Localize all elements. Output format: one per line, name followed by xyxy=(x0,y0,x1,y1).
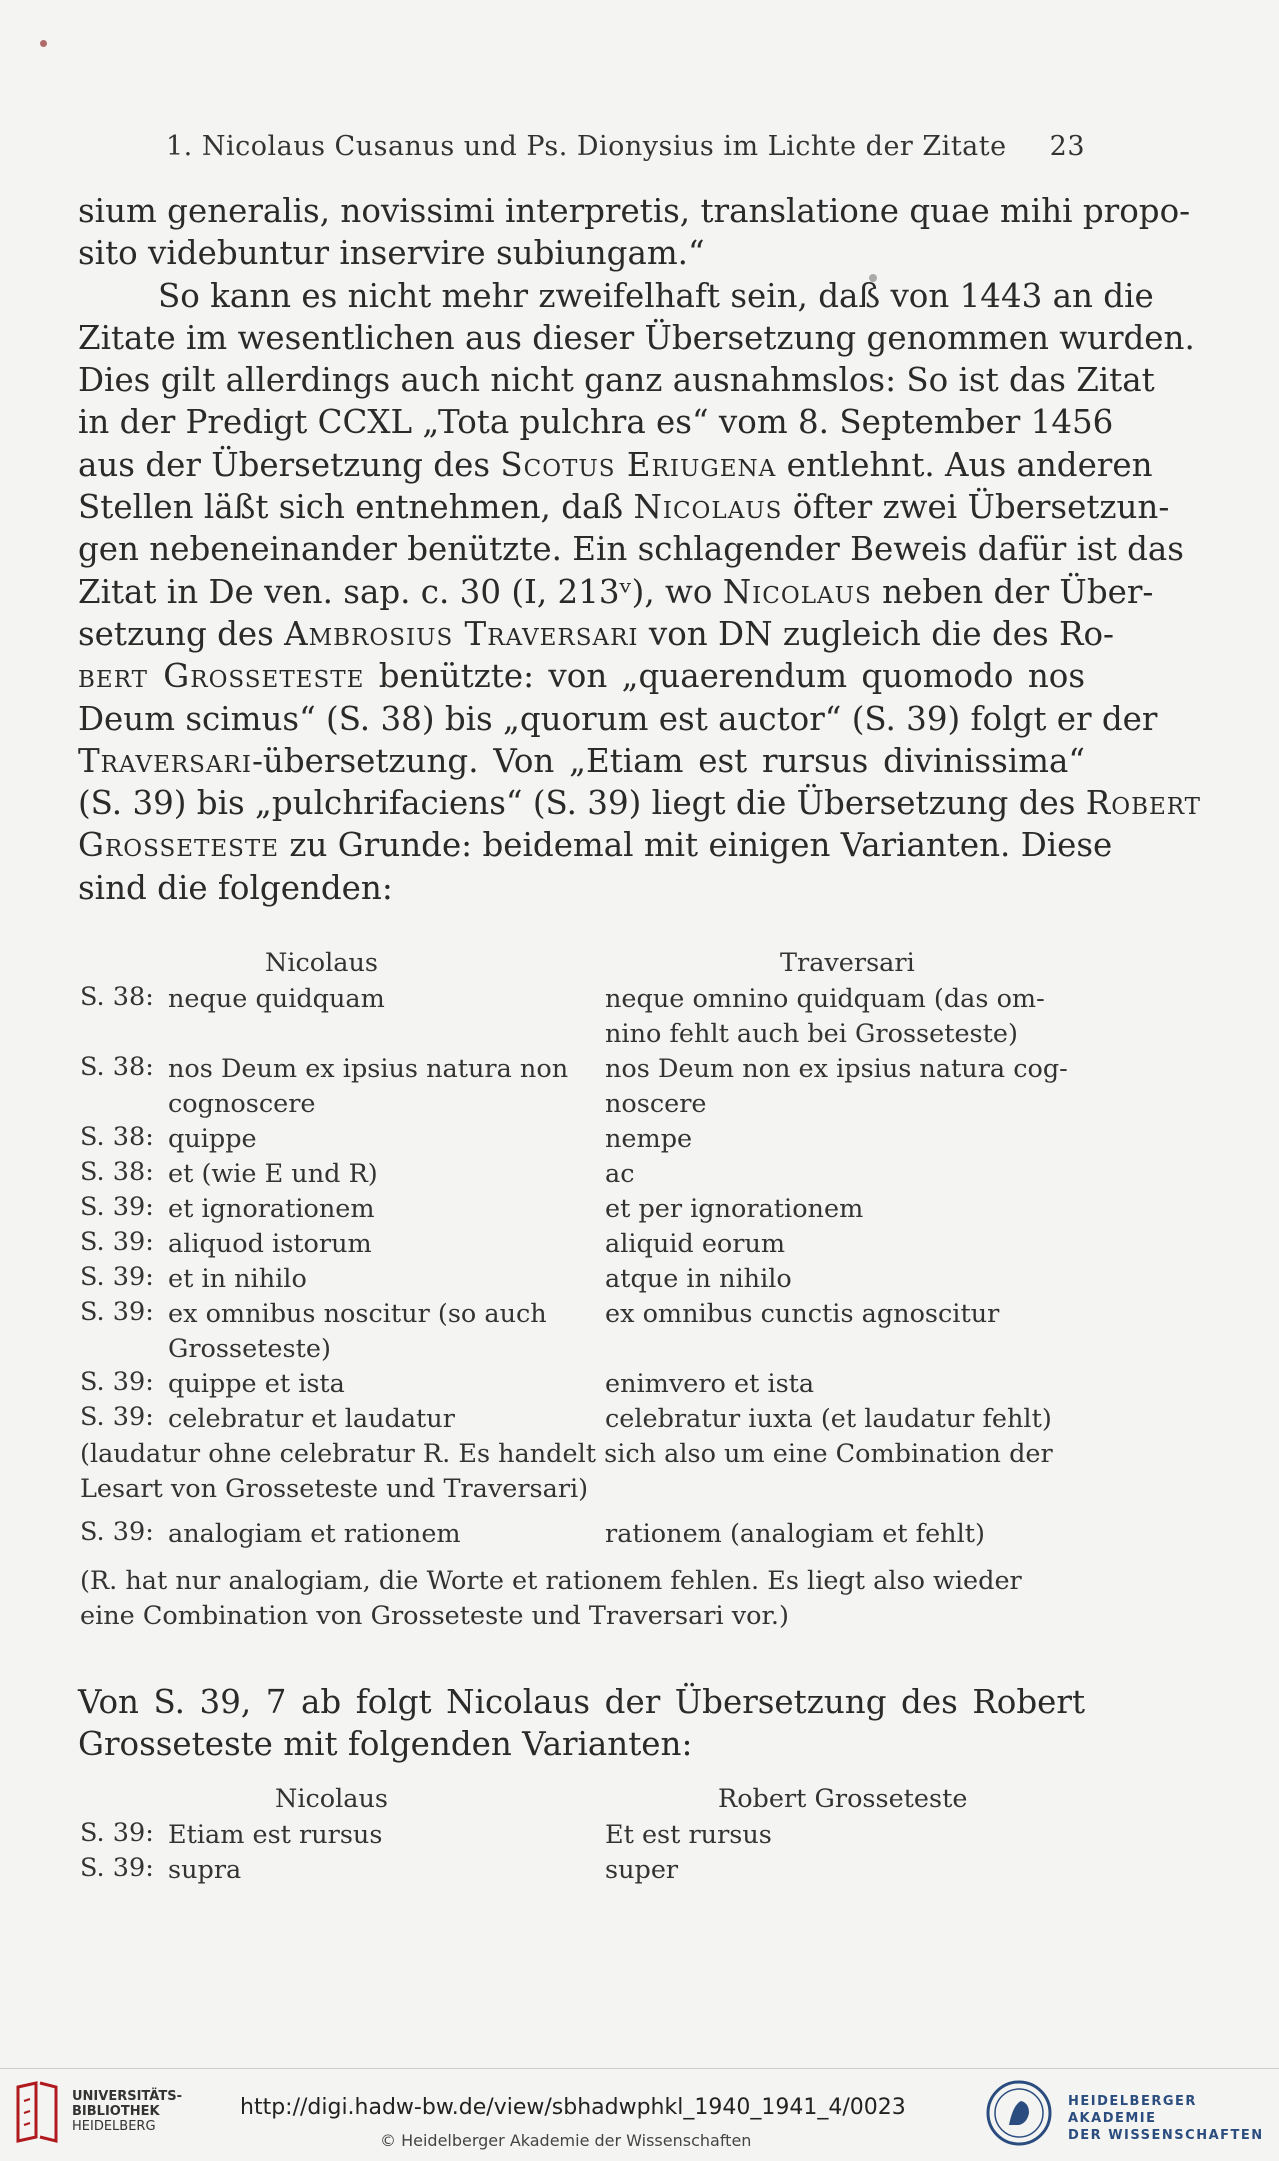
nicolaus-reading xyxy=(168,1402,588,1437)
nicolaus-reading xyxy=(168,1853,588,1888)
table-header xyxy=(80,1784,1090,1818)
variant-table-traversari xyxy=(80,948,1090,1644)
text-line: sium generalis, novissimi interpretis, translatione quae mihi propo- xyxy=(78,192,1191,230)
text-line: So kann es nicht mehr zweifelhaft sein, daß von 1443 an die xyxy=(158,276,1154,315)
text-fragment: zu Grunde: beidemal mit einigen Varianten. Diese xyxy=(279,826,1113,865)
text-fragment: benützte: von „quaerendum quomodo nos xyxy=(364,657,1086,696)
table-row xyxy=(80,1052,1090,1122)
table-row xyxy=(80,1157,1090,1192)
text-line: sind die folgenden: xyxy=(78,868,393,907)
table-row xyxy=(80,1227,1090,1262)
nicolaus-reading xyxy=(168,1367,588,1402)
text-fragment: neben der Über- xyxy=(871,572,1154,611)
author-name: Robert xyxy=(1085,784,1202,823)
cell-line: aliquid eorum xyxy=(605,1229,786,1259)
cell-line: aliquod istorum xyxy=(168,1229,372,1259)
table-row xyxy=(80,1818,1090,1853)
grosseteste-reading xyxy=(605,1853,1090,1888)
cell-line: rationem (analogiam et fehlt) xyxy=(605,1519,985,1549)
traversari-reading xyxy=(605,1262,1090,1297)
library-name: UNIVERSITÄTS- BIBLIOTHEK HEIDELBERG xyxy=(72,2089,182,2134)
cell-line: neque quidquam xyxy=(168,984,385,1014)
grosseteste-reading xyxy=(605,1818,1090,1853)
university-library-logo-icon xyxy=(14,2081,60,2143)
editorial-note xyxy=(80,1564,1090,1634)
cell-line: nos Deum ex ipsius natura non xyxy=(168,1054,569,1084)
text-line xyxy=(78,782,1202,824)
author-name: bert Grosseteste xyxy=(78,657,365,696)
traversari-reading xyxy=(605,1402,1090,1437)
cell-line: et (wie E und R) xyxy=(168,1159,378,1189)
cell-line: quippe et ista xyxy=(168,1369,345,1399)
author-name: Traversari xyxy=(78,741,252,780)
table-row xyxy=(80,1517,1090,1552)
table-row xyxy=(80,1122,1090,1157)
cell-line: ex omnibus noscitur (so auch xyxy=(168,1299,547,1329)
nicolaus-reading xyxy=(168,1297,588,1367)
table-row xyxy=(80,982,1090,1052)
body-paragraphs xyxy=(78,190,1202,909)
running-title: 1. Nicolaus Cusanus und Ps. Dionysius im Lichte der Zitate xyxy=(166,131,1007,162)
nicolaus-reading xyxy=(168,1262,588,1297)
table-row xyxy=(80,1402,1090,1437)
table-row xyxy=(80,1367,1090,1402)
text-line xyxy=(78,486,1170,528)
traversari-reading xyxy=(605,1157,1090,1192)
cell-line: nempe xyxy=(605,1124,693,1154)
page-reference: S. 38: xyxy=(80,1052,154,1082)
academy-name: HEIDELBERGER AKADEMIE DER WISSENSCHAFTEN xyxy=(1068,2094,1264,2143)
note-line: Lesart von Grosseteste und Traversari) xyxy=(80,1474,589,1504)
text-fragment: aus der Übersetzung des xyxy=(78,445,501,484)
text-line: Zitate im wesentlichen aus dieser Übersetzung genommen wurden. xyxy=(78,318,1195,357)
text-fragment: entlehnt. Aus anderen xyxy=(776,445,1153,484)
cell-line: nino fehlt auch bei Grosseteste) xyxy=(605,1019,1018,1049)
paragraph-grosseteste xyxy=(78,1681,1085,1766)
text-line xyxy=(78,655,1085,697)
column-header-nicolaus: Nicolaus xyxy=(275,1784,388,1814)
cell-line: ac xyxy=(605,1159,635,1189)
text-line xyxy=(78,824,1113,866)
page-reference: S. 39: xyxy=(80,1297,154,1327)
editorial-note xyxy=(80,1437,1090,1507)
text-line: Deum scimus“ (S. 38) bis „quorum est auctor“ (S. 39) folgt er der xyxy=(78,699,1158,738)
cell-line: cognoscere xyxy=(168,1089,316,1119)
table-row xyxy=(80,1853,1090,1888)
cell-line: neque omnino quidquam (das om- xyxy=(605,984,1045,1014)
author-name: Nicolaus xyxy=(722,572,872,611)
table-row xyxy=(80,1192,1090,1227)
page-reference: S. 38: xyxy=(80,982,154,1012)
digitization-footer xyxy=(0,2068,1279,2161)
traversari-reading xyxy=(605,1122,1090,1157)
cell-line: Grosseteste) xyxy=(168,1334,331,1364)
cell-line: enimvero et ista xyxy=(605,1369,815,1399)
page-reference: S. 39: xyxy=(80,1192,154,1222)
author-name: Nicolaus xyxy=(633,488,783,527)
traversari-reading xyxy=(605,1227,1090,1262)
cell-line: et per ignorationem xyxy=(605,1194,864,1224)
cell-line: supra xyxy=(168,1855,242,1885)
column-header-nicolaus: Nicolaus xyxy=(265,948,378,978)
cell-line: quippe xyxy=(168,1124,257,1154)
text-line xyxy=(78,571,1154,613)
table-row xyxy=(80,1297,1090,1367)
text-line: sito videbuntur inservire subiungam.“ xyxy=(78,234,705,273)
text-line xyxy=(78,613,1115,655)
nicolaus-reading xyxy=(168,1122,588,1157)
nicolaus-reading xyxy=(168,1052,588,1122)
page-reference: S. 39: xyxy=(80,1818,154,1848)
page-reference: S. 39: xyxy=(80,1517,154,1547)
nicolaus-reading xyxy=(168,1157,588,1192)
cell-line: Etiam est rursus xyxy=(168,1820,383,1850)
copyright-notice: © Heidelberger Akademie der Wissenschaften xyxy=(380,2131,752,2150)
page-reference: S. 39: xyxy=(80,1853,154,1883)
text-fragment: setzung des xyxy=(78,614,285,653)
page-number: 23 xyxy=(1049,131,1085,162)
note-line: (R. hat nur analogiam, die Worte et rationem fehlen. Es liegt also wieder xyxy=(80,1566,1022,1596)
text-line xyxy=(78,444,1153,486)
academy-seal-icon xyxy=(985,2079,1053,2147)
text-fragment: Stellen läßt sich entnehmen, daß xyxy=(78,488,634,527)
cell-line: celebratur iuxta (et laudatur fehlt) xyxy=(605,1404,1052,1434)
cell-line: super xyxy=(605,1855,679,1885)
page-reference: S. 39: xyxy=(80,1262,154,1292)
author-name: Grosseteste xyxy=(78,826,280,865)
cell-line: Et est rursus xyxy=(605,1820,772,1850)
column-header-traversari: Traversari xyxy=(780,948,915,978)
traversari-reading xyxy=(605,1297,1090,1332)
cell-line: et ignorationem xyxy=(168,1194,375,1224)
text-fragment: öfter zwei Übersetzun- xyxy=(782,488,1170,527)
traversari-reading xyxy=(605,1367,1090,1402)
table-row xyxy=(80,1262,1090,1297)
page-reference: S. 38: xyxy=(80,1122,154,1152)
cell-line: nos Deum non ex ipsius natura cog- xyxy=(605,1054,1068,1084)
nicolaus-reading xyxy=(168,982,588,1017)
nicolaus-reading xyxy=(168,1517,588,1552)
cell-line: et in nihilo xyxy=(168,1264,307,1294)
text-line: Von S. 39, 7 ab folgt Nicolaus der Übersetzung des Robert xyxy=(78,1683,1085,1721)
text-fragment: Zitat in De ven. sap. c. 30 (I, 213ᵛ), wo xyxy=(78,572,723,611)
nicolaus-reading xyxy=(168,1227,588,1262)
cell-line: ex omnibus cunctis agnoscitur xyxy=(605,1299,1000,1329)
note-line: (laudatur ohne celebratur R. Es handelt sich also um eine Combination der xyxy=(80,1439,1053,1469)
cell-line: celebratur et laudatur xyxy=(168,1404,455,1434)
traversari-reading xyxy=(605,1517,1090,1552)
cell-line: analogiam et rationem xyxy=(168,1519,461,1549)
column-header-grosseteste: Robert Grosseteste xyxy=(718,1784,968,1814)
traversari-reading xyxy=(605,982,1090,1052)
permalink-url[interactable]: http://digi.hadw-bw.de/view/sbhadwphkl_1940_1941_4/0023 xyxy=(240,2095,906,2120)
traversari-reading xyxy=(605,1052,1090,1122)
text-line: in der Predigt CCXL „Tota pulchra es“ vom 8. September 1456 xyxy=(78,403,1114,442)
text-fragment: von DN zugleich die des Ro- xyxy=(638,614,1115,653)
note-line: eine Combination von Grosseteste und Traversari vor.) xyxy=(80,1601,789,1631)
cell-line: atque in nihilo xyxy=(605,1264,792,1294)
nicolaus-reading xyxy=(168,1192,588,1227)
page-reference: S. 38: xyxy=(80,1157,154,1187)
page-reference: S. 39: xyxy=(80,1402,154,1432)
page-reference: S. 39: xyxy=(80,1367,154,1397)
cell-line: noscere xyxy=(605,1089,707,1119)
traversari-reading xyxy=(605,1192,1090,1227)
text-line: Grosseteste mit folgenden Varianten: xyxy=(78,1725,693,1764)
page-reference: S. 39: xyxy=(80,1227,154,1257)
text-line: Dies gilt allerdings auch nicht ganz ausnahmslos: So ist das Zitat xyxy=(78,361,1155,400)
nicolaus-reading xyxy=(168,1818,588,1853)
ink-speck xyxy=(40,40,47,47)
text-line: gen nebeneinander benützte. Ein schlagender Beweis dafür ist das xyxy=(78,530,1184,569)
table-header xyxy=(80,948,1090,982)
text-fragment: -übersetzung. Von „Etiam est rursus divinissima“ xyxy=(251,741,1085,780)
text-line xyxy=(78,740,1085,782)
text-fragment: (S. 39) bis „pulchrifaciens“ (S. 39) liegt die Übersetzung des xyxy=(78,784,1086,823)
author-name: Ambrosius Traversari xyxy=(284,614,639,653)
author-name: Scotus Eriugena xyxy=(500,445,777,484)
variant-table-grosseteste xyxy=(80,1784,1090,1888)
